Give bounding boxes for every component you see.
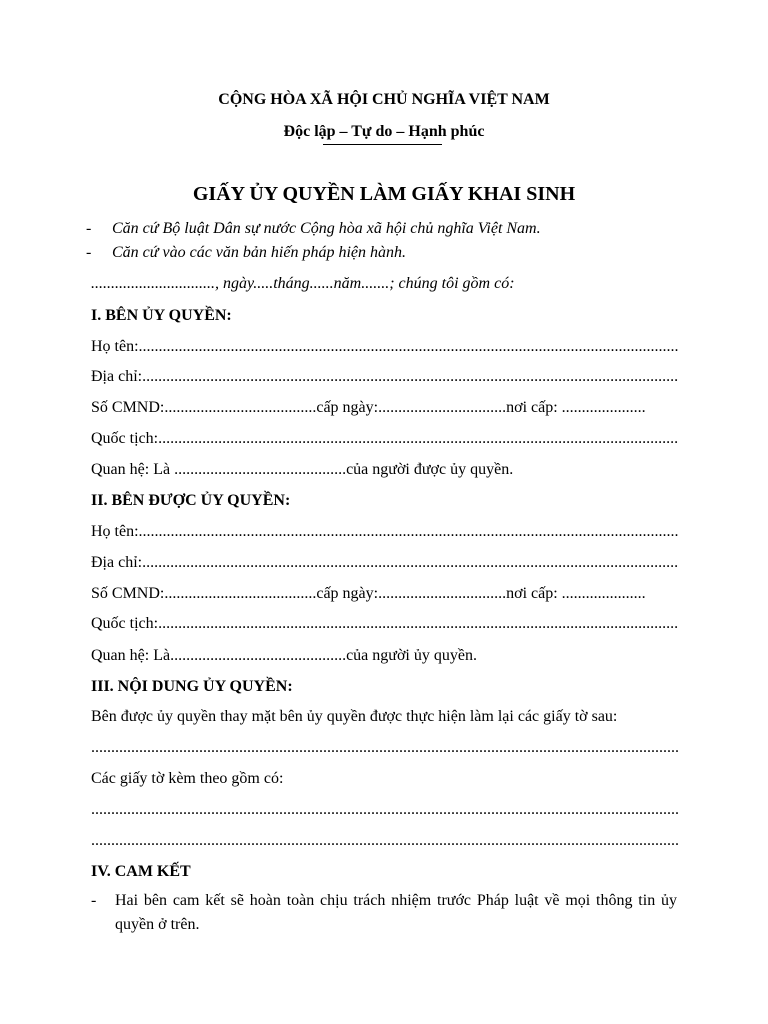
field-label: Quốc tịch: (91, 615, 159, 632)
fill-in-blank (158, 429, 678, 449)
agent-name-field (91, 522, 678, 542)
fill-in-blank (142, 367, 678, 387)
fill-in-blank-line (91, 800, 678, 820)
section-heading-commitment: IV. CAM KẾT (91, 863, 191, 880)
field-label: Quốc tịch: (91, 430, 159, 447)
section-heading-principal: I. BÊN ỦY QUYỀN: (91, 307, 232, 324)
field-label: Họ tên: (91, 523, 139, 540)
principal-nationality-field (91, 429, 678, 449)
commitment-text: Hai bên cam kết sẽ hoàn toàn chịu trách nhiệm trước Pháp luật về mọi thông tin ủy quyền ở trên. (115, 892, 677, 933)
national-motto: Độc lập – Tự do – Hạnh phúc (283, 123, 485, 140)
section-heading-agent: II. BÊN ĐƯỢC ỦY QUYỀN: (91, 492, 291, 509)
field-label: Họ tên: (91, 338, 139, 355)
national-title: CỘNG HÒA XÃ HỘI CHỦ NGHĨA VIỆT NAM (218, 91, 550, 108)
attachments-label: Các giấy tờ kèm theo gồm có: (91, 770, 284, 787)
agent-nationality-field (91, 614, 678, 634)
authorization-content-text: Bên được ủy quyền thay mặt bên ủy quyền được thực hiện làm lại các giấy tờ sau: (91, 708, 618, 725)
bullet-dash: - (91, 892, 97, 909)
principal-id-field: Số CMND:......................................cấp ngày:................................nơi cấp: ..................... (91, 399, 646, 416)
agent-relation-field: Quan hệ: Là............................................của người ủy quyền. (91, 647, 477, 664)
fill-in-blank (142, 553, 678, 573)
document-title: GIẤY ỦY QUYỀN LÀM GIẤY KHAI SINH (192, 183, 576, 205)
agent-id-field: Số CMND:......................................cấp ngày:................................nơi cấp: ..................... (91, 585, 646, 602)
legal-basis-text: Căn cứ Bộ luật Dân sự nước Cộng hòa xã hội chủ nghĩa Việt Nam. (112, 220, 541, 237)
agent-address-field (91, 553, 678, 573)
field-label: Địa chỉ: (91, 554, 143, 571)
legal-basis-item (86, 219, 541, 239)
date-place-line: ..............................., ngày.....tháng......năm.......; chúng tôi gồm có: (91, 275, 515, 292)
fill-in-blank (139, 337, 678, 357)
principal-relation-field: Quan hệ: Là ...........................................của người được ủy quyền. (91, 461, 514, 478)
legal-basis-text: Căn cứ vào các văn bản hiến pháp hiện hành. (112, 244, 406, 261)
principal-address-field (91, 367, 678, 387)
legal-basis-item (86, 243, 406, 263)
fill-in-blank (158, 614, 678, 634)
principal-name-field (91, 337, 678, 357)
bullet-dash: - (86, 244, 92, 261)
bullet-dash: - (86, 220, 92, 237)
fill-in-blank-line (91, 738, 678, 758)
field-label: Địa chỉ: (91, 368, 143, 385)
motto-underline (323, 144, 442, 145)
fill-in-blank-line (91, 831, 678, 851)
section-heading-content: III. NỘI DUNG ỦY QUYỀN: (91, 678, 293, 695)
fill-in-blank (139, 522, 678, 542)
